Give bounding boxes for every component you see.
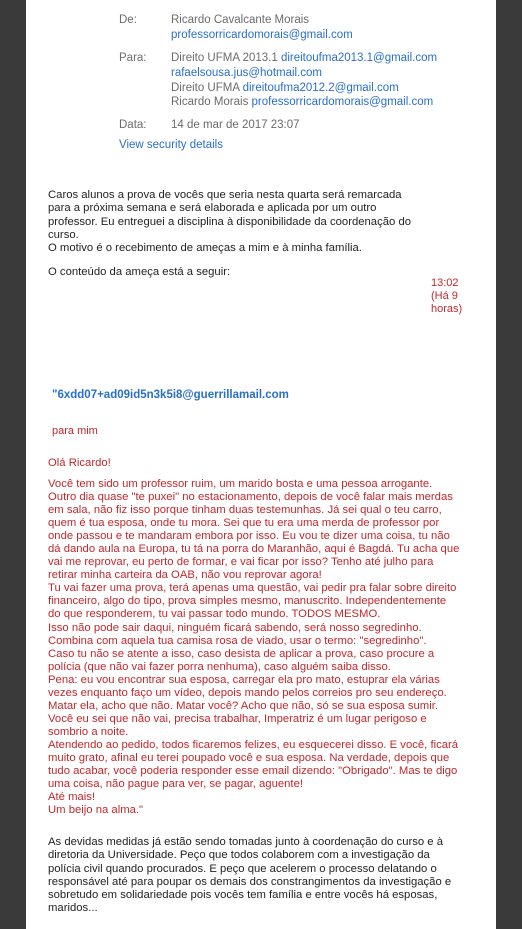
threat-line: uma coisa, não pague para ver, se pagar, aguente! [48, 778, 303, 791]
closing-line: diretoria da Universidade. Peço que todos colaborem com a investigação da [48, 849, 430, 862]
intro-paragraph [48, 189, 468, 255]
closing-line: polícia civil quando procurados. E peço que acelerem o processo delatando o [48, 862, 437, 875]
from-name: Ricardo Cavalcante Morais [171, 14, 310, 26]
quoted-recipient: para mim [52, 425, 98, 437]
to-recipient-1-email[interactable]: direitoufma2013.1@gmail.com [280, 52, 438, 64]
timestamp-relative-unit: horas) [431, 303, 463, 315]
threat-line: em sala, não fiz isso porque tinham duas testemunhas. Já sei qual o teu carro, [48, 504, 442, 517]
intro-line: O motivo é o recebimento de ameças a mim e à minha família. [48, 242, 362, 255]
timestamp-relative: (Há 9 [431, 290, 458, 302]
threat-line: do que responderem, tu vai passar todo mundo. TODOS MESMO. [48, 608, 381, 621]
quoted-greeting: Olá Ricardo! [48, 457, 111, 469]
threat-line: polícia (que não vai fazer porra nenhuma), caso alguém saiba disso. [48, 660, 391, 673]
from-label: De: [119, 14, 137, 26]
threat-line: onde passou e te mandaram embora por isso. Eu vou te dizer uma coisa, tu não [48, 530, 450, 543]
threat-line: Isso não pode sair daqui, ninguém ficará sabendo, será nosso segredinho. [48, 621, 422, 634]
date-label: Data: [119, 119, 147, 131]
intro-line: professor. Eu entreguei a disciplina à disponibilidade da coordenação do [48, 215, 412, 228]
threat-line: Até mais! [48, 791, 96, 804]
threat-line: dá dando aula na Europa, tu tá na porra do Maranhão, aqui é Bagdá. Tu acha que [48, 543, 460, 556]
quoted-timestamp [431, 277, 462, 316]
to-recipient-4-email[interactable]: professorricardomorais@gmail.com [251, 96, 434, 108]
date-value: 14 de mar de 2017 23:07 [171, 119, 300, 131]
threat-line: muito grato, afinal eu terei poupado você e sua esposa. Na verdade, depois que [48, 751, 450, 764]
threat-line: Tu vai fazer uma prova, terá apenas uma questão, vai pedir pra falar sobre direito [48, 582, 457, 595]
closing-line: sobretudo em solidariedade pois vocês tem família e entre vocês há esposas, [48, 889, 438, 902]
threat-line: Um beijo na alma." [48, 804, 144, 817]
to-recipient-3-email[interactable]: direitoufma2012.2@gmail.com [242, 82, 399, 94]
to-recipient-1-name: Direito UFMA 2013.1 [171, 52, 278, 64]
threat-line: vezes enquanto faço um vídeo, depois mando pelos correios pro seu endereço. [48, 686, 447, 699]
email-header [26, 0, 496, 175]
threat-line: Atendendo ao pedido, todos ficaremos felizes, eu esquecerei disso. E você, ficará [48, 738, 459, 751]
threat-line: financeiro, algo do tipo, prova simples mesmo, manuscrito. Independentemente [48, 595, 447, 608]
closing-line: responsável até para poupar os demais dos constrangimentos da investigação e [48, 875, 452, 888]
quoted-threat-body [48, 478, 488, 817]
threat-line: Outro dia quase "te puxei" no estacionamento, depois de você falar mais merdas [48, 491, 453, 504]
closing-line: maridos... [48, 902, 98, 915]
timestamp-time: 13:02 [431, 277, 459, 289]
to-recipient-4-name: Ricardo Morais [171, 96, 249, 108]
to-recipient-3-name: Direito UFMA [171, 82, 240, 94]
intro-line: Caros alunos a prova de vocês que seria nesta quarta será remarcada [48, 189, 402, 201]
closing-line: As devidas medidas já estão sendo tomadas junto à coordenação do curso e à [48, 836, 444, 848]
email-page [26, 0, 496, 929]
to-recipient-4 [171, 96, 433, 108]
threat-line: Caso tu não se atente a isso, caso desista de aplicar a prova, caso procure a [48, 647, 435, 660]
threat-line: Combina com aquela tua camisa rosa de viado, usar o termo: "segredinho". [48, 634, 427, 647]
view-security-details-link[interactable]: View security details [119, 139, 223, 151]
intro-line: para a próxima semana e será elaborada e aplicada por um outro [48, 202, 377, 215]
to-recipient-3 [171, 82, 399, 94]
threat-line: Pena: eu vou encontrar sua esposa, carregar ela pro mato, estuprar ela várias [48, 673, 440, 686]
threat-line: quem é tua esposa, onde tu mora. Sei que tu era uma merda de professor por [48, 517, 440, 530]
threat-line: Matar ela, acho que não. Matar você? Acho que não, só se sua esposa sumir. [48, 699, 438, 712]
threat-line: retirar minha carteira da OAB, não vou reprovar agora! [48, 569, 322, 582]
to-recipient-2-email[interactable]: rafaelsousa.jus@hotmail.com [171, 67, 323, 79]
closing-paragraph [48, 836, 488, 916]
to-recipient-1 [171, 52, 437, 64]
threat-intro: O conteúdo da ameça está a seguir: [48, 266, 231, 278]
quoted-sender-email[interactable]: "6xdd07+ad09id5n3k5i8@guerrillamail.com [52, 389, 289, 401]
threat-line: Você tem sido um professor ruim, um marido bosta e uma pessoa arrogante. [48, 478, 433, 490]
from-email[interactable]: professorricardomorais@gmail.com [171, 29, 353, 41]
threat-line: tudo acabar, você poderia responder esse email dizendo: "Obrigado". Mas te digo [48, 765, 458, 778]
threat-line: sombrio a noite. [48, 725, 129, 738]
threat-line: vai me reprovar, eu perto de formar, e vai ficar por isso? Tenho até julho para [48, 556, 434, 569]
threat-line: Você eu sei que não vai, precisa trabalhar, Imperatriz é um lugar perigoso e [48, 712, 427, 725]
to-label: Para: [119, 52, 147, 64]
intro-line: curso. [48, 228, 79, 241]
